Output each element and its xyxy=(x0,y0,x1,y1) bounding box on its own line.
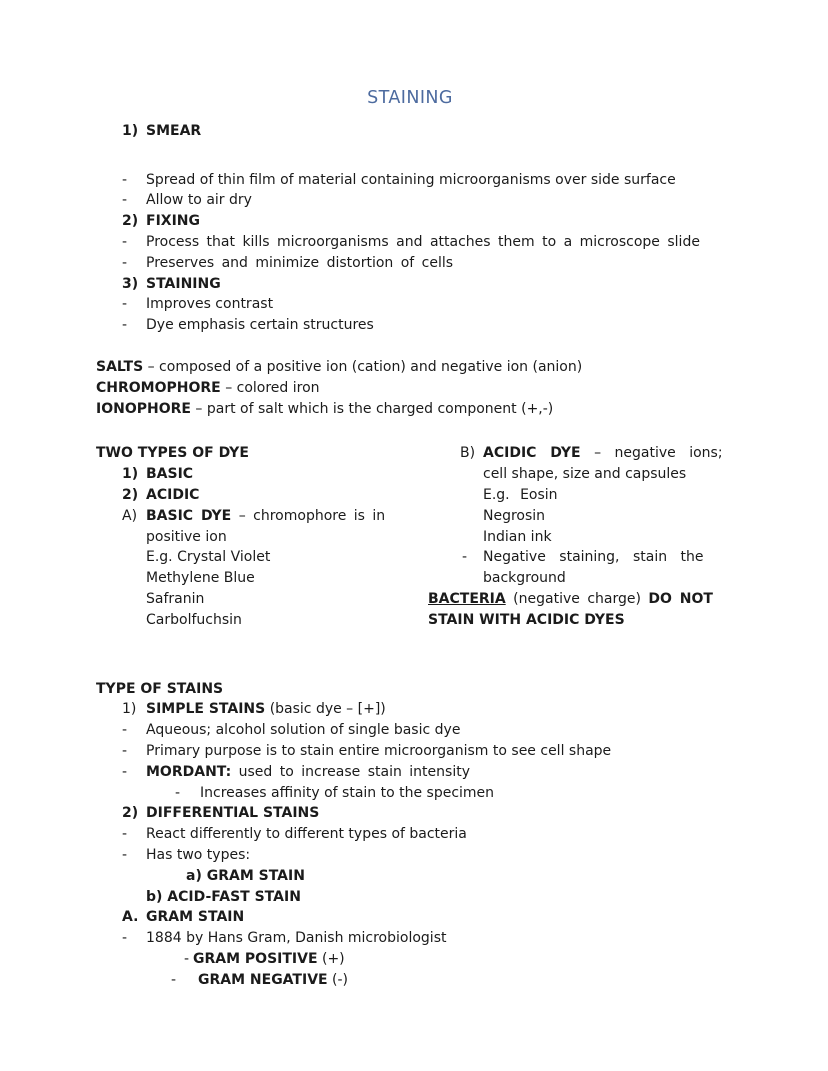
section-gram-stain xyxy=(96,907,738,928)
heading-staining xyxy=(96,274,738,295)
dash-bullet: - xyxy=(122,763,128,780)
list-number: 3) xyxy=(122,275,139,292)
def-text: – colored iron xyxy=(225,379,320,396)
def-ionophore xyxy=(96,399,738,420)
column-right xyxy=(428,443,738,630)
bullet-text: Process that kills microorganisms and attaches them to a microscope slide xyxy=(146,233,700,250)
heading-smear-label: SMEAR xyxy=(146,122,202,139)
basic-dye-term: BASIC DYE xyxy=(146,507,232,524)
item-gram-stain: a) GRAM STAIN xyxy=(186,867,305,884)
list-number: 2) xyxy=(122,486,139,503)
example-safranin: Safranin xyxy=(146,590,205,607)
differential-stains-label: DIFFERENTIAL STAINS xyxy=(146,805,320,822)
dash-bullet: - xyxy=(122,930,128,947)
example-negrosin: Negrosin xyxy=(483,507,546,524)
simple-stains-label: SIMPLE STAINS xyxy=(146,701,266,718)
acidic-dye-text: – negative ions; xyxy=(594,445,723,462)
gram-negative-suffix: (-) xyxy=(332,971,349,988)
heading-fixing xyxy=(96,211,738,232)
stains-heading: TYPE OF STAINS xyxy=(96,680,224,697)
bullet-react-differently xyxy=(96,824,738,845)
bullet-text: Negative staining, stain the xyxy=(483,549,704,566)
bullet-aqueous xyxy=(96,720,738,741)
bullet-text: Primary purpose is to stain entire microorganism to see cell shape xyxy=(146,742,612,759)
sub-bullet-increases-affinity xyxy=(96,783,738,804)
dash-bullet: - xyxy=(462,549,468,566)
dash-bullet: - xyxy=(122,296,128,313)
gram-positive-label: GRAM POSITIVE xyxy=(193,950,318,967)
bacteria-mid: (negative charge) xyxy=(513,590,641,607)
simple-stains-text: (basic dye – [+]) xyxy=(269,701,386,718)
example-crystal-violet: E.g. Crystal Violet xyxy=(146,549,271,566)
dash-bullet: - xyxy=(122,254,128,271)
list-letter: A. xyxy=(122,909,139,926)
dash-bullet: - xyxy=(184,950,190,967)
basic-dye-cont: positive ion xyxy=(146,528,227,545)
dash-bullet: - xyxy=(122,233,128,250)
dash-bullet: - xyxy=(122,171,128,188)
example-carbolfuchsin: Carbolfuchsin xyxy=(146,611,242,628)
acidic-dye-entry xyxy=(428,443,738,464)
heading-staining-label: STAINING xyxy=(146,275,221,292)
bullet-staining-contrast xyxy=(96,294,738,315)
bacteria-note-line1 xyxy=(428,589,738,610)
item-gram-positive xyxy=(96,949,738,970)
heading-fixing-label: FIXING xyxy=(146,213,200,230)
bullet-text: Dye emphasis certain structures xyxy=(146,317,374,334)
bullet-fixing-process xyxy=(96,232,738,253)
section-gram-stain-label: GRAM STAIN xyxy=(146,909,245,926)
gram-negative-label: GRAM NEGATIVE xyxy=(198,971,328,988)
bullet-mordant xyxy=(96,762,738,783)
basic-dye-entry xyxy=(96,506,428,527)
bullet-text: Allow to air dry xyxy=(146,192,252,209)
column-left xyxy=(96,443,428,630)
bacteria-term: BACTERIA xyxy=(428,590,506,607)
def-chromophore xyxy=(96,378,738,399)
heading-smear xyxy=(96,121,738,142)
item-gram-negative xyxy=(96,970,738,991)
two-types-of-dye-columns xyxy=(96,443,738,630)
def-term: IONOPHORE xyxy=(96,400,191,417)
gram-positive-suffix: (+) xyxy=(321,950,345,967)
bullet-has-two-types xyxy=(96,845,738,866)
example-eosin: E.g. Eosin xyxy=(483,486,558,503)
mordant-text: used to increase stain intensity xyxy=(238,763,470,780)
page-title: STAINING xyxy=(367,88,453,108)
list-number: 1) xyxy=(122,122,139,139)
bullet-text: Spread of thin film of material containing microorganisms over side surface xyxy=(146,171,676,188)
list-letter: B) xyxy=(460,445,476,462)
list-number: 2) xyxy=(122,805,139,822)
bullet-text: Preserves and minimize distortion of cells xyxy=(146,254,454,271)
list-number: 1) xyxy=(122,701,137,718)
list-letter: A) xyxy=(122,507,138,524)
dye-acidic-label: ACIDIC xyxy=(146,486,200,503)
bacteria-donot: DO NOT xyxy=(648,590,713,607)
dye-basic-item xyxy=(96,464,428,485)
dash-bullet: - xyxy=(171,971,177,988)
item-acid-fast-stain: b) ACID-FAST STAIN xyxy=(146,888,301,905)
dash-bullet: - xyxy=(175,784,181,801)
bullet-fixing-preserves xyxy=(96,253,738,274)
dye-basic-label: BASIC xyxy=(146,466,194,483)
bullet-negative-staining-cont: background xyxy=(483,570,566,587)
bullet-text: React differently to different types of bacteria xyxy=(146,826,467,843)
list-number: 2) xyxy=(122,213,139,230)
example-methylene-blue: Methylene Blue xyxy=(146,570,255,587)
acidic-dye-cont: cell shape, size and capsules xyxy=(483,466,687,483)
bullet-text: Increases affinity of stain to the specimen xyxy=(200,784,495,801)
bacteria-note-line2: STAIN WITH ACIDIC DYES xyxy=(428,611,625,628)
bullet-negative-staining xyxy=(428,547,738,568)
dye-acidic-item xyxy=(96,485,428,506)
dash-bullet: - xyxy=(122,846,128,863)
dash-bullet: - xyxy=(122,192,128,209)
dash-bullet: - xyxy=(122,317,128,334)
bullet-primary-purpose xyxy=(96,741,738,762)
basic-dye-text: – chromophore is in xyxy=(238,507,386,524)
bullet-text: Improves contrast xyxy=(146,296,274,313)
dash-bullet: - xyxy=(122,722,128,739)
dyes-heading: TWO TYPES OF DYE xyxy=(96,445,249,462)
dash-bullet: - xyxy=(122,826,128,843)
def-term: CHROMOPHORE xyxy=(96,379,221,396)
bullet-text: Has two types: xyxy=(146,846,251,863)
bullet-smear-airdry xyxy=(96,190,738,211)
def-salts xyxy=(96,357,738,378)
example-indian-ink: Indian ink xyxy=(483,528,552,545)
simple-stains-entry xyxy=(96,699,738,720)
def-text: – part of salt which is the charged component (+,-) xyxy=(195,400,554,417)
dash-bullet: - xyxy=(122,742,128,759)
bullet-staining-dye xyxy=(96,315,738,336)
def-term: SALTS xyxy=(96,358,144,375)
bullet-text: Aqueous; alcohol solution of single basic dye xyxy=(146,722,461,739)
acidic-dye-term: ACIDIC DYE xyxy=(483,445,581,462)
list-number: 1) xyxy=(122,466,139,483)
differential-stains-entry xyxy=(96,803,738,824)
def-text: – composed of a positive ion (cation) and negative ion (anion) xyxy=(147,358,583,375)
bullet-smear-spread xyxy=(96,170,738,191)
mordant-term: MORDANT: xyxy=(146,763,232,780)
bullet-text: 1884 by Hans Gram, Danish microbiologist xyxy=(146,930,447,947)
bullet-1884-hans-gram xyxy=(96,928,738,949)
